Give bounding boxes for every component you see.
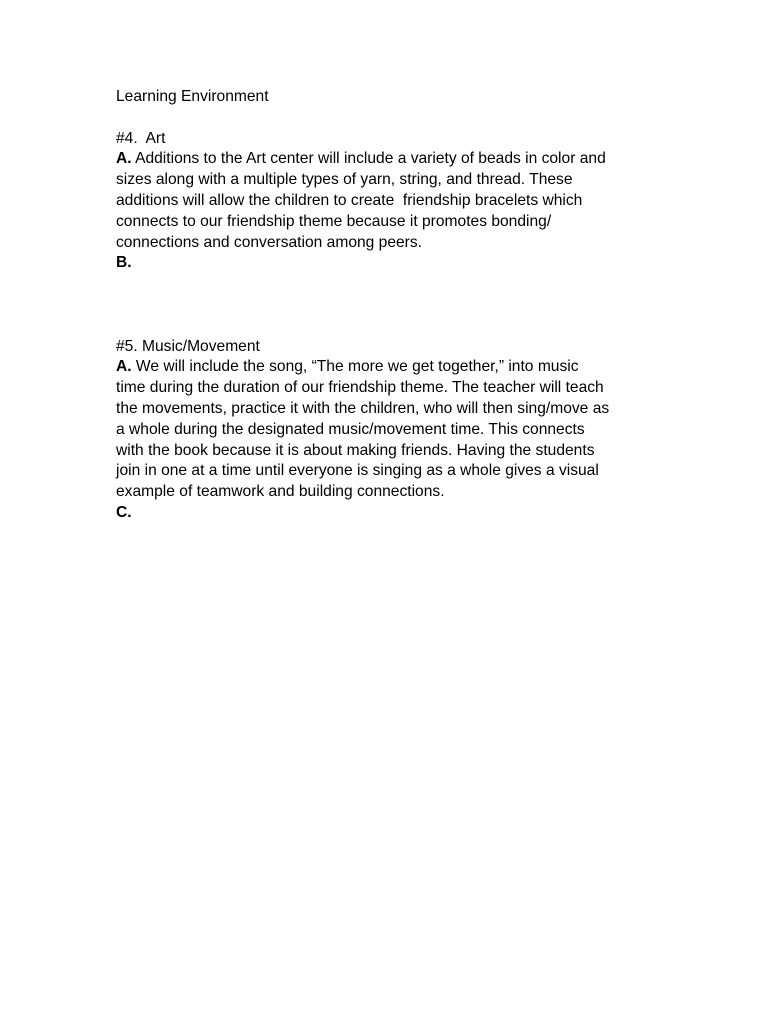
- item-label-a: A.: [116, 150, 132, 168]
- paragraph-line: connections and conversation among peers.: [116, 233, 423, 251]
- paragraph-line: sizes along with a multiple types of yarn, string, and thread. These: [116, 171, 573, 189]
- blank-line: [116, 274, 656, 295]
- paragraph-line: the movements, practice it with the children, who will then sing/move as: [116, 399, 610, 417]
- blank-line: [116, 108, 656, 129]
- paragraph-line: a whole during the designated music/movement time. This connects: [116, 420, 585, 438]
- art-item-a-line-1: [116, 149, 656, 170]
- document-title: Learning Environment: [116, 88, 269, 105]
- document-page: [116, 87, 656, 524]
- paragraph-line: example of teamwork and building connections.: [116, 483, 445, 501]
- paragraph-line: connects to our friendship theme because it promotes bonding/: [116, 212, 552, 230]
- item-label-b: B.: [116, 254, 132, 272]
- section-heading-music-movement: #5. Music/Movement: [116, 337, 260, 355]
- paragraph-text: Additions to the Art center will include a variety of beads in color and: [131, 150, 606, 168]
- section-heading-art: #4. Art: [116, 129, 166, 147]
- music-item-a-line-1: [116, 357, 656, 378]
- paragraph-line: with the book because it is about making friends. Having the students: [116, 441, 595, 459]
- item-label-c: C.: [116, 503, 132, 521]
- item-label-a: A.: [116, 358, 132, 376]
- paragraph-line: time during the duration of our friendship theme. The teacher will teach: [116, 379, 604, 397]
- paragraph-text: We will include the song, “The more we get together,” into music: [131, 358, 579, 376]
- paragraph-line: additions will allow the children to create friendship bracelets which: [116, 191, 583, 209]
- paragraph-line: join in one at a time until everyone is singing as a whole gives a visual: [116, 462, 599, 480]
- blank-line: [116, 316, 656, 337]
- blank-line: [116, 295, 656, 316]
